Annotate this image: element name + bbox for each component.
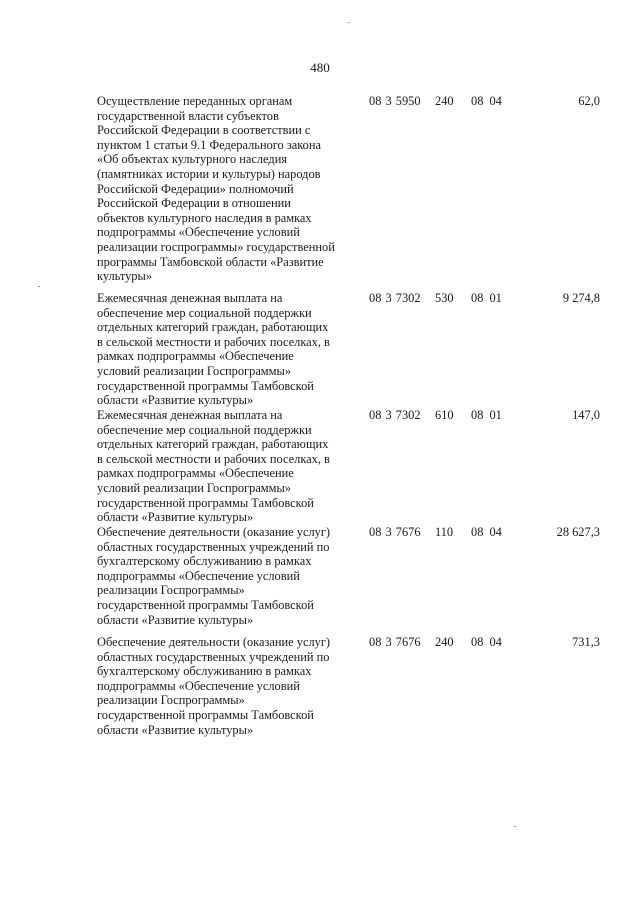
row-description — [97, 525, 355, 627]
description-line: Ежемесячная денежная выплата на — [97, 291, 283, 305]
description-line: условий реализации Госпрограммы» — [97, 480, 292, 495]
target-article-code: 08 3 7302 — [369, 291, 421, 305]
description-line: в сельской местности и рабочих поселках, в — [97, 334, 330, 349]
amount: 147,0 — [572, 408, 600, 422]
row-description — [97, 635, 355, 737]
scan-speck — [514, 826, 516, 827]
description-line: государственной программы Тамбовской — [97, 378, 314, 393]
section-subsection-code: 08 04 — [471, 525, 502, 539]
description-line: области «Развитие культуры» — [97, 722, 254, 737]
table-row — [0, 408, 640, 525]
description-line: подпрограммы «Обеспечение условий — [97, 678, 300, 693]
description-line: «Об объектах культурного наследия — [97, 152, 288, 167]
target-article-code: 08 3 5950 — [369, 94, 421, 108]
expense-type-code: 110 — [435, 525, 454, 539]
description-line: реализации Госпрограммы» — [97, 583, 245, 598]
section-subsection-code: 08 01 — [471, 291, 502, 305]
row-description — [97, 94, 355, 284]
description-line: реализации Госпрограммы» — [97, 693, 245, 708]
description-line: культуры» — [97, 269, 153, 284]
description-line: государственной власти субъектов — [97, 108, 279, 123]
description-line: рамках подпрограммы «Обеспечение — [97, 349, 294, 364]
description-line: бухгалтерскому обслуживанию в рамках — [97, 554, 312, 569]
description-line: государственной программы Тамбовской — [97, 597, 314, 612]
section-subsection-code: 08 01 — [471, 408, 502, 422]
description-line: отдельных категорий граждан, работающих — [97, 437, 329, 452]
table-row — [0, 635, 640, 745]
description-line: государственной программы Тамбовской — [97, 495, 314, 510]
description-line: подпрограммы «Обеспечение условий — [97, 568, 300, 583]
description-line: обеспечение мер социальной поддержки — [97, 305, 312, 320]
budget-table — [0, 94, 640, 745]
description-line: подпрограммы «Обеспечение условий — [97, 225, 300, 240]
section-subsection-code: 08 04 — [471, 94, 502, 108]
row-description — [97, 408, 355, 525]
description-line: Обеспечение деятельности (оказание услуг) — [97, 525, 331, 539]
expense-type-code: 240 — [435, 635, 454, 649]
description-line: программы Тамбовской области «Развитие — [97, 254, 324, 269]
target-article-code: 08 3 7676 — [369, 525, 421, 539]
description-line: отдельных категорий граждан, работающих — [97, 320, 329, 335]
description-line: Обеспечение деятельности (оказание услуг) — [97, 635, 331, 649]
scan-speck — [348, 22, 350, 23]
description-line: Российской Федерации в отношении — [97, 196, 291, 211]
description-line: рамках подпрограммы «Обеспечение — [97, 466, 294, 481]
row-description — [97, 291, 355, 408]
expense-type-code: 530 — [435, 291, 454, 305]
table-row — [0, 525, 640, 635]
description-line: Российской Федерации» полномочий — [97, 181, 294, 196]
description-line: областных государственных учреждений по — [97, 539, 330, 554]
description-line: области «Развитие культуры» — [97, 612, 254, 627]
description-line: реализации госпрограммы» государственной — [97, 239, 335, 254]
expense-type-code: 610 — [435, 408, 454, 422]
amount: 28 627,3 — [556, 525, 600, 539]
amount: 9 274,8 — [562, 291, 600, 305]
scan-speck — [38, 286, 40, 287]
amount: 731,3 — [572, 635, 600, 649]
target-article-code: 08 3 7302 — [369, 408, 421, 422]
description-line: Российской Федерации в соответствии с — [97, 123, 311, 138]
page-number: 480 — [310, 60, 330, 75]
target-article-code: 08 3 7676 — [369, 635, 421, 649]
section-subsection-code: 08 04 — [471, 635, 502, 649]
description-line: бухгалтерскому обслуживанию в рамках — [97, 664, 312, 679]
description-line: обеспечение мер социальной поддержки — [97, 422, 312, 437]
description-line: (памятниках истории и культуры) народов — [97, 166, 321, 181]
table-row — [0, 94, 640, 291]
description-line: областных государственных учреждений по — [97, 649, 330, 664]
description-line: области «Развитие культуры» — [97, 393, 254, 408]
description-line: области «Развитие культуры» — [97, 510, 254, 525]
expense-type-code: 240 — [435, 94, 454, 108]
amount: 62,0 — [578, 94, 600, 108]
table-row — [0, 291, 640, 408]
description-line: в сельской местности и рабочих поселках, в — [97, 451, 330, 466]
description-line: пунктом 1 статьи 9.1 Федерального закона — [97, 137, 321, 152]
description-line: условий реализации Госпрограммы» — [97, 363, 292, 378]
description-line: Осуществление переданных органам — [97, 94, 293, 108]
description-line: государственной программы Тамбовской — [97, 707, 314, 722]
description-line: объектов культурного наследия в рамках — [97, 210, 312, 225]
description-line: Ежемесячная денежная выплата на — [97, 408, 283, 422]
